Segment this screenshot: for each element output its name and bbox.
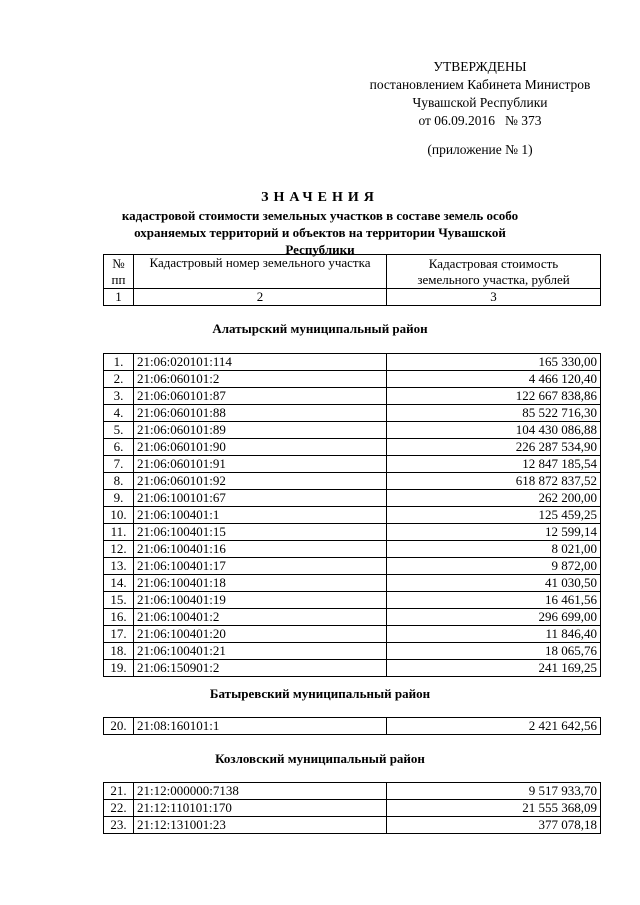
district-heading: Алатырский муниципальный район xyxy=(212,321,428,336)
cadastral-number: 21:06:060101:87 xyxy=(134,388,387,405)
row-number: 15. xyxy=(104,592,134,609)
cadastral-number: 21:06:060101:91 xyxy=(134,456,387,473)
header-cadastral-col: Кадастровый номер земельного участка xyxy=(134,255,387,289)
cadastral-number: 21:06:060101:90 xyxy=(134,439,387,456)
table-row xyxy=(104,626,601,643)
approval-number: № 373 xyxy=(505,113,542,128)
cadastral-number: 21:06:100401:20 xyxy=(134,626,387,643)
cadastral-number: 21:06:060101:88 xyxy=(134,405,387,422)
approval-block xyxy=(360,58,600,130)
district-table xyxy=(103,717,601,735)
district-table xyxy=(103,353,601,677)
cadastral-number: 21:06:100401:21 xyxy=(134,643,387,660)
cadastral-number: 21:06:100401:2 xyxy=(134,609,387,626)
cadastral-number: 21:08:160101:1 xyxy=(134,718,387,735)
cadastral-number: 21:06:100401:15 xyxy=(134,524,387,541)
table-row xyxy=(104,507,601,524)
cadastral-value: 226 287 534,90 xyxy=(387,439,601,456)
header-number-pp: пп xyxy=(111,271,126,287)
cadastral-value: 12 599,14 xyxy=(387,524,601,541)
cadastral-value: 16 461,56 xyxy=(387,592,601,609)
row-number: 6. xyxy=(104,439,134,456)
cadastral-value: 8 021,00 xyxy=(387,541,601,558)
header-index-1: 1 xyxy=(104,289,134,306)
header-value-col xyxy=(387,255,601,289)
cadastral-number: 21:06:100401:19 xyxy=(134,592,387,609)
cadastral-value: 2 421 642,56 xyxy=(387,718,601,735)
header-number-sign: № xyxy=(112,255,125,271)
row-number: 11. xyxy=(104,524,134,541)
row-number: 4. xyxy=(104,405,134,422)
table-row xyxy=(104,609,601,626)
approval-issuer: постановлением Кабинета Министров xyxy=(369,77,591,92)
approval-date: от 06.09.2016 xyxy=(418,113,496,128)
cadastral-number: 21:06:100401:16 xyxy=(134,541,387,558)
table-row xyxy=(104,660,601,677)
cadastral-number: 21:06:060101:89 xyxy=(134,422,387,439)
row-number: 13. xyxy=(104,558,134,575)
cadastral-value: 618 872 837,52 xyxy=(387,473,601,490)
header-index-3: 3 xyxy=(387,289,601,306)
district-heading: Батыревский муниципальный район xyxy=(209,686,431,701)
row-number: 23. xyxy=(104,817,134,834)
row-number: 1. xyxy=(104,354,134,371)
appendix-label: (приложение № 1) xyxy=(427,142,533,157)
cadastral-value: 296 699,00 xyxy=(387,609,601,626)
row-number: 7. xyxy=(104,456,134,473)
header-table xyxy=(103,254,601,306)
cadastral-value: 165 330,00 xyxy=(387,354,601,371)
row-number: 9. xyxy=(104,490,134,507)
cadastral-value: 125 459,25 xyxy=(387,507,601,524)
table-row xyxy=(104,405,601,422)
row-number: 14. xyxy=(104,575,134,592)
row-number: 21. xyxy=(104,783,134,800)
row-number: 16. xyxy=(104,609,134,626)
table-row xyxy=(104,800,601,817)
cadastral-number: 21:06:100401:17 xyxy=(134,558,387,575)
document-subtitle xyxy=(100,207,540,258)
table-row xyxy=(104,456,601,473)
cadastral-number: 21:12:131001:23 xyxy=(134,817,387,834)
cadastral-value: 4 466 120,40 xyxy=(387,371,601,388)
header-number-col xyxy=(104,255,134,289)
table-row xyxy=(104,473,601,490)
cadastral-value: 18 065,76 xyxy=(387,643,601,660)
approval-date-line xyxy=(360,112,600,130)
cadastral-value: 21 555 368,09 xyxy=(387,800,601,817)
cadastral-value: 11 846,40 xyxy=(387,626,601,643)
row-number: 2. xyxy=(104,371,134,388)
approval-title: УТВЕРЖДЕНЫ xyxy=(433,59,527,74)
district-table xyxy=(103,782,601,834)
table-row xyxy=(104,371,601,388)
table-row xyxy=(104,592,601,609)
cadastral-number: 21:06:150901:2 xyxy=(134,660,387,677)
row-number: 3. xyxy=(104,388,134,405)
row-number: 5. xyxy=(104,422,134,439)
subtitle-line-2: охраняемых территорий и объектов на территории Чувашской Республики xyxy=(134,225,506,257)
cadastral-value: 262 200,00 xyxy=(387,490,601,507)
cadastral-number: 21:06:060101:92 xyxy=(134,473,387,490)
cadastral-value: 9 517 933,70 xyxy=(387,783,601,800)
cadastral-value: 104 430 086,88 xyxy=(387,422,601,439)
table-row xyxy=(104,817,601,834)
cadastral-number: 21:06:100101:67 xyxy=(134,490,387,507)
row-number: 18. xyxy=(104,643,134,660)
table-row xyxy=(104,575,601,592)
cadastral-number: 21:06:060101:2 xyxy=(134,371,387,388)
row-number: 19. xyxy=(104,660,134,677)
row-number: 8. xyxy=(104,473,134,490)
header-value-line-2: земельного участка, рублей xyxy=(417,271,570,287)
cadastral-number: 21:12:000000:7138 xyxy=(134,783,387,800)
cadastral-number: 21:12:110101:170 xyxy=(134,800,387,817)
table-row xyxy=(104,388,601,405)
cadastral-value: 377 078,18 xyxy=(387,817,601,834)
table-row xyxy=(104,558,601,575)
cadastral-value: 9 872,00 xyxy=(387,558,601,575)
cadastral-value: 85 522 716,30 xyxy=(387,405,601,422)
cadastral-value: 122 667 838,86 xyxy=(387,388,601,405)
header-index-2: 2 xyxy=(134,289,387,306)
table-row xyxy=(104,439,601,456)
table-row xyxy=(104,524,601,541)
table-row xyxy=(104,354,601,371)
cadastral-number: 21:06:100401:1 xyxy=(134,507,387,524)
cadastral-value: 41 030,50 xyxy=(387,575,601,592)
row-number: 10. xyxy=(104,507,134,524)
row-number: 22. xyxy=(104,800,134,817)
document-title: ЗНАЧЕНИЯ xyxy=(261,190,379,205)
subtitle-line-1: кадастровой стоимости земельных участков в составе земель особо xyxy=(121,208,519,223)
cadastral-number: 21:06:100401:18 xyxy=(134,575,387,592)
cadastral-number: 21:06:020101:114 xyxy=(134,354,387,371)
table-row xyxy=(104,718,601,735)
row-number: 17. xyxy=(104,626,134,643)
approval-republic: Чувашской Республики xyxy=(412,95,548,110)
cadastral-value: 241 169,25 xyxy=(387,660,601,677)
cadastral-value: 12 847 185,54 xyxy=(387,456,601,473)
table-row xyxy=(104,783,601,800)
header-value-line-1: Кадастровая стоимость xyxy=(428,255,559,271)
row-number: 12. xyxy=(104,541,134,558)
table-row xyxy=(104,643,601,660)
district-heading: Козловский муниципальный район xyxy=(215,751,425,766)
row-number: 20. xyxy=(104,718,134,735)
table-row xyxy=(104,490,601,507)
table-row xyxy=(104,541,601,558)
table-row xyxy=(104,422,601,439)
